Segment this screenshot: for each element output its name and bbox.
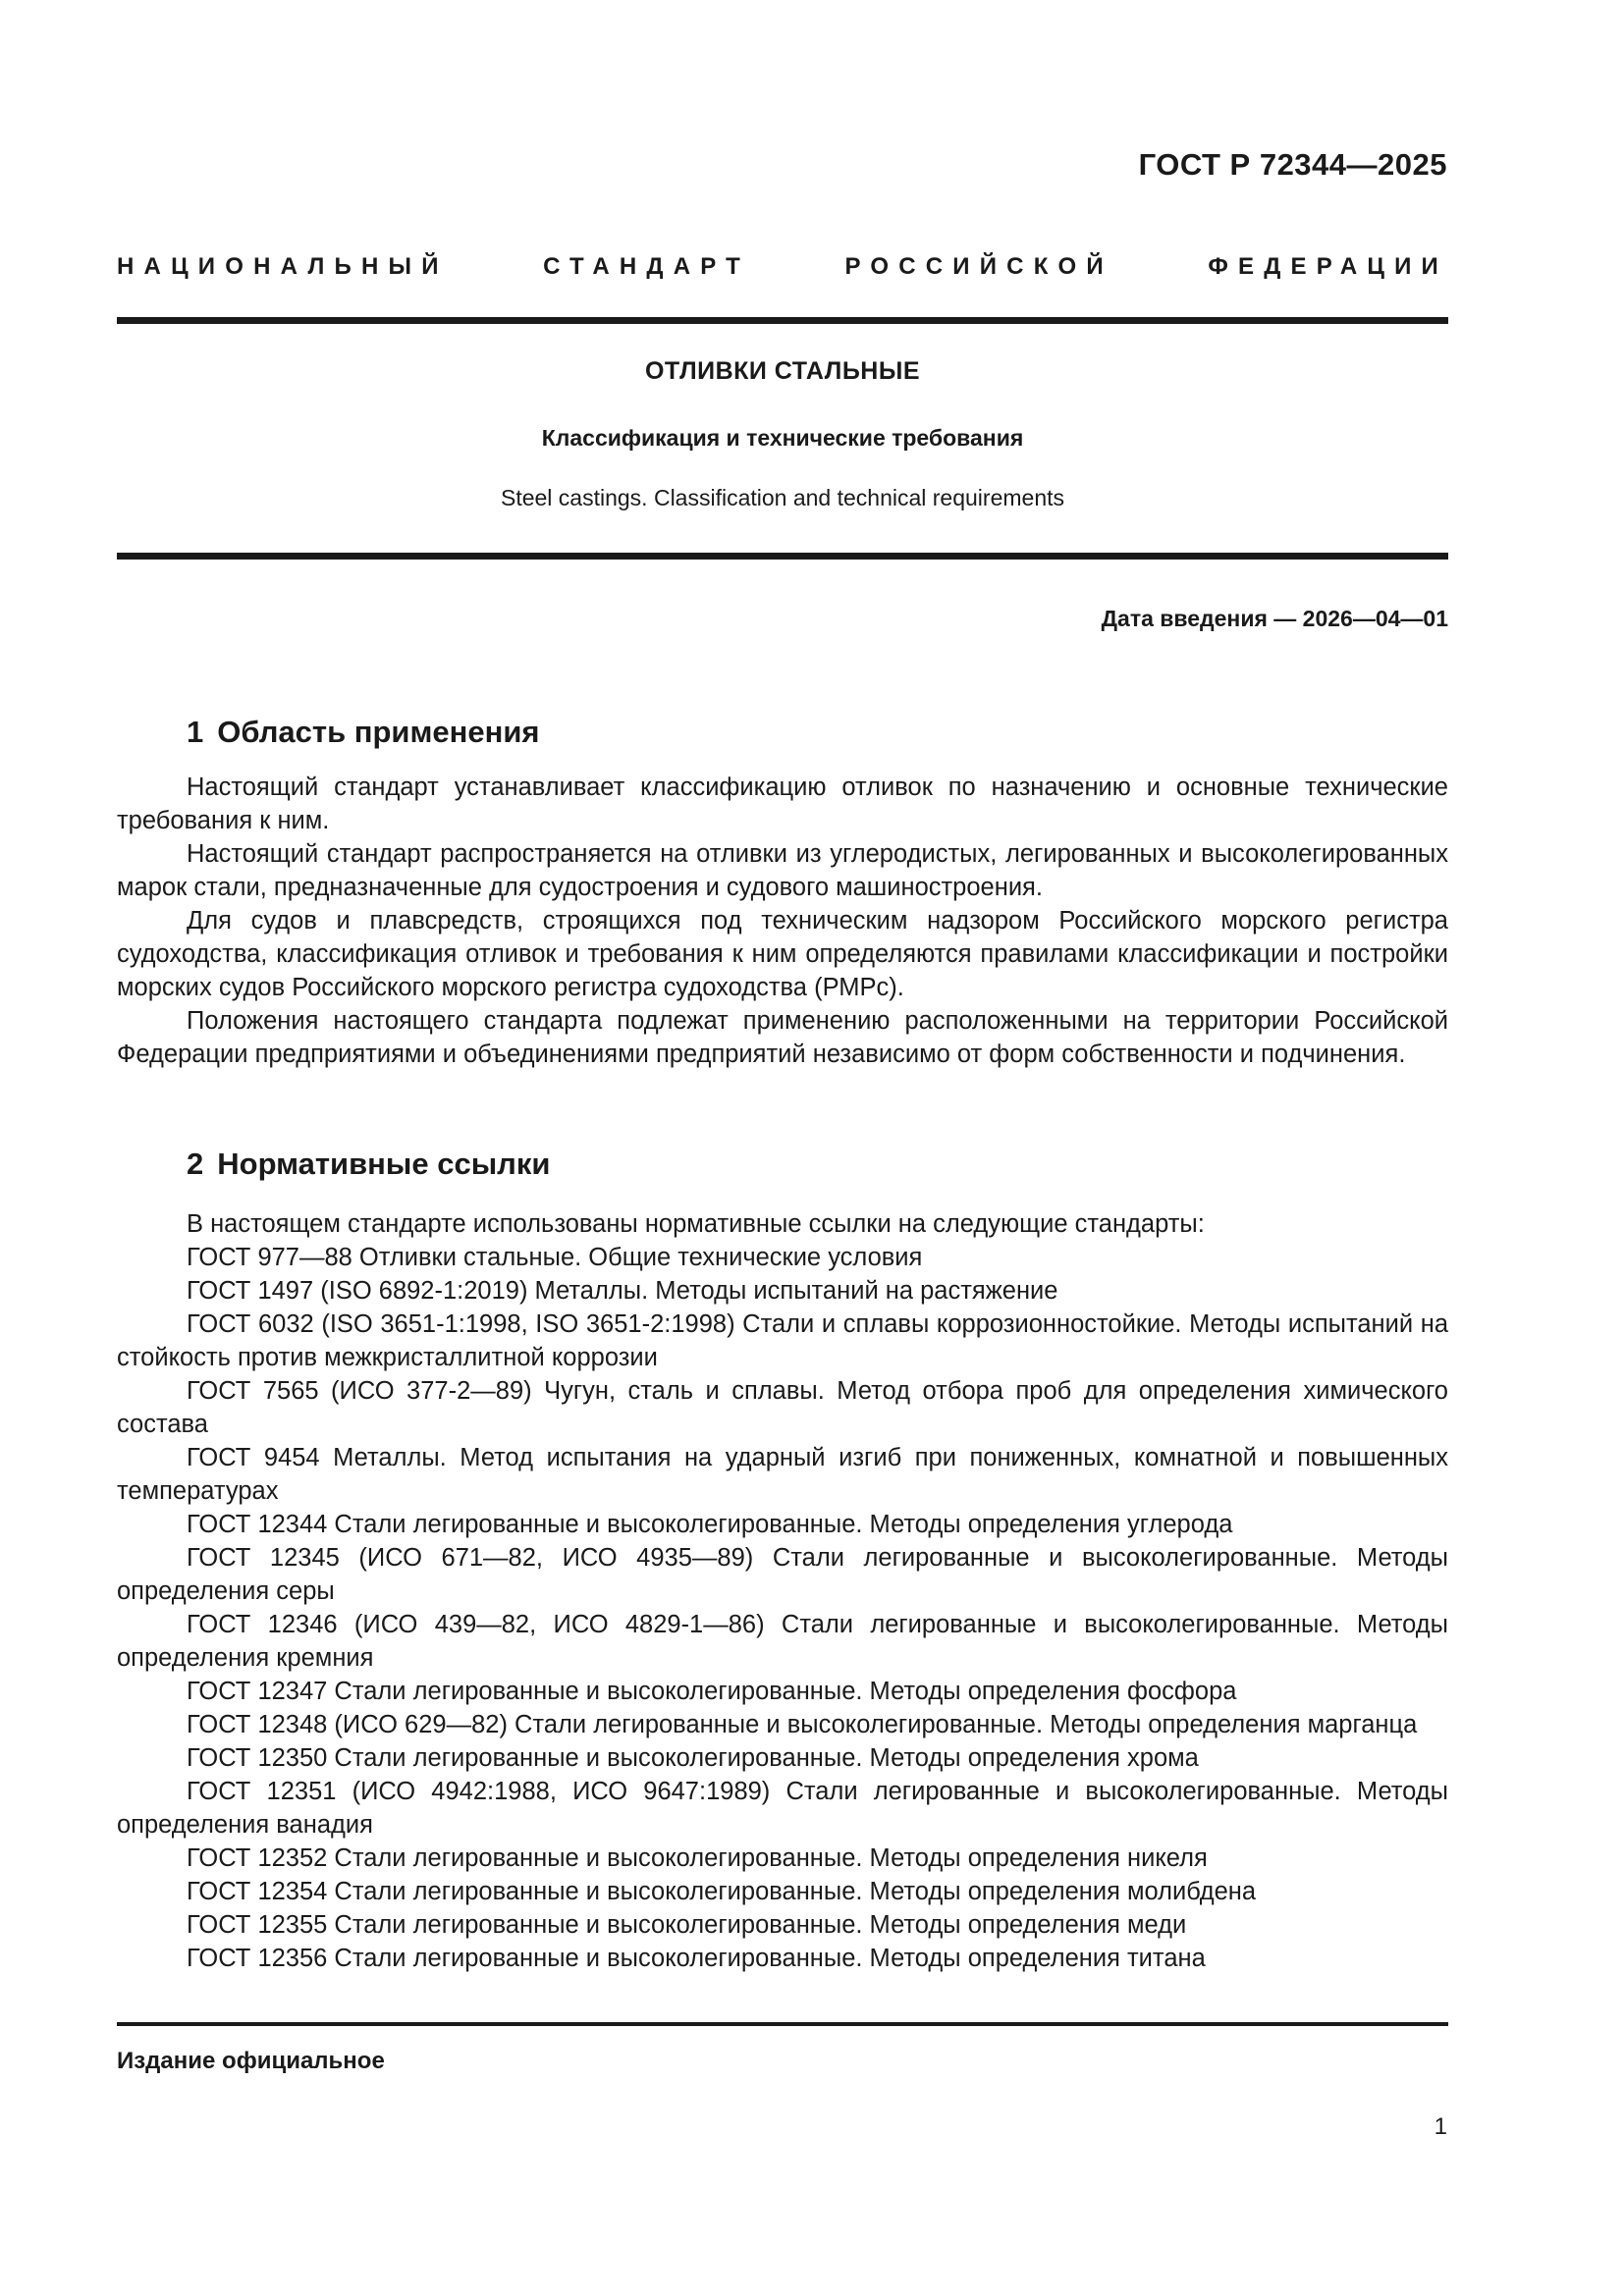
section-title: Нормативные ссылки bbox=[217, 1147, 551, 1181]
section-number: 2 bbox=[187, 1147, 204, 1181]
reference-item: ГОСТ 12350 Стали легированные и высоколегированные. Методы определения хрома bbox=[187, 1744, 1199, 1772]
page-number: 1 bbox=[1434, 2113, 1447, 2140]
section-body bbox=[117, 771, 1448, 1071]
footer-divider bbox=[117, 2022, 1448, 2026]
document-subtitle: Классификация и технические требования bbox=[541, 425, 1024, 451]
reference-item: ГОСТ 12356 Стали легированные и высоколегированные. Методы определения титана bbox=[187, 1945, 1206, 1972]
reference-item: ГОСТ 977—88 Отливки стальные. Общие технические условия bbox=[187, 1244, 923, 1271]
section-heading bbox=[187, 1147, 550, 1182]
introduction-date: Дата введения — 2026—04—01 bbox=[1101, 606, 1448, 631]
paragraph: Положения настоящего стандарта подлежат применению расположенными на территории Российской Федерации предприятиями и объединениями предприятий независимо от форм собственности и подчинения. bbox=[117, 1007, 1448, 1068]
paragraph: Настоящий стандарт устанавливает классификацию отливок по назначению и основные технические требования к ним. bbox=[117, 774, 1448, 834]
title-divider bbox=[117, 553, 1448, 560]
reference-item: ГОСТ 12348 (ИСО 629—82) Стали легированные и высоколегированные. Методы определения марганца bbox=[187, 1711, 1418, 1738]
reference-item: ГОСТ 7565 (ИСО 377-2—89) Чугун, сталь и сплавы. Метод отбора проб для определения химического состава bbox=[117, 1377, 1448, 1438]
top-divider bbox=[117, 317, 1448, 324]
reference-item: ГОСТ 12344 Стали легированные и высоколегированные. Методы определения углерода bbox=[187, 1511, 1233, 1538]
document-title-english: Steel castings. Classification and technical requirements bbox=[500, 485, 1064, 510]
paragraph: В настоящем стандарте использованы нормативные ссылки на следующие стандарты: bbox=[187, 1210, 1205, 1238]
reference-item: ГОСТ 12355 Стали легированные и высоколегированные. Методы определения меди bbox=[187, 1911, 1187, 1939]
reference-item: ГОСТ 12354 Стали легированные и высоколегированные. Методы определения молибдена bbox=[187, 1878, 1257, 1905]
paragraph: Настоящий стандарт распространяется на отливки из углеродистых, легированных и высоколегированных марок стали, предназначенные для судостроения и судового машиностроения. bbox=[117, 840, 1448, 901]
document-title: ОТЛИВКИ СТАЛЬНЫЕ bbox=[644, 357, 921, 385]
reference-item: ГОСТ 9454 Металлы. Метод испытания на ударный изгиб при пониженных, комнатной и повышенных температурах bbox=[117, 1444, 1448, 1505]
reference-item: ГОСТ 12347 Стали легированные и высоколегированные. Методы определения фосфора bbox=[187, 1678, 1237, 1705]
section-number: 1 bbox=[187, 715, 204, 749]
reference-item: ГОСТ 1497 (ISO 6892-1:2019) Металлы. Методы испытаний на растяжение bbox=[187, 1277, 1058, 1305]
reference-item: ГОСТ 12352 Стали легированные и высоколегированные. Методы определения никеля bbox=[187, 1844, 1208, 1872]
section-body bbox=[117, 1207, 1448, 1975]
reference-item: ГОСТ 6032 (ISO 3651-1:1998, ISO 3651-2:1998) Стали и сплавы коррозионностойкие. Методы испытаний на стойкость против межкристаллитной коррозии bbox=[117, 1310, 1448, 1371]
paragraph: Для судов и плавсредств, строящихся под техническим надзором Российского морского регистра судоходства, классификация отливок и требования к ним определяются правилами классификации и постройки морских судов Российского морского регистра судоходства (РМРс). bbox=[117, 907, 1448, 1001]
national-standard-title: НАЦИОНАЛЬНЫЙ СТАНДАРТ РОССИЙСКОЙ ФЕДЕРАЦИИ bbox=[117, 253, 1448, 280]
reference-item: ГОСТ 12351 (ИСО 4942:1988, ИСО 9647:1989) Стали легированные и высоколегированные. Методы определения ванадия bbox=[117, 1778, 1448, 1839]
reference-item: ГОСТ 12345 (ИСО 671—82, ИСО 4935—89) Стали легированные и высоколегированные. Методы определения серы bbox=[117, 1544, 1448, 1605]
section-title: Область применения bbox=[217, 715, 540, 749]
reference-item: ГОСТ 12346 (ИСО 439—82, ИСО 4829-1—86) Стали легированные и высоколегированные. Методы определения кремния bbox=[117, 1611, 1448, 1672]
section-heading bbox=[187, 715, 540, 750]
document-number: ГОСТ Р 72344—2025 bbox=[1138, 147, 1447, 182]
edition-label: Издание официальное bbox=[117, 2048, 385, 2074]
